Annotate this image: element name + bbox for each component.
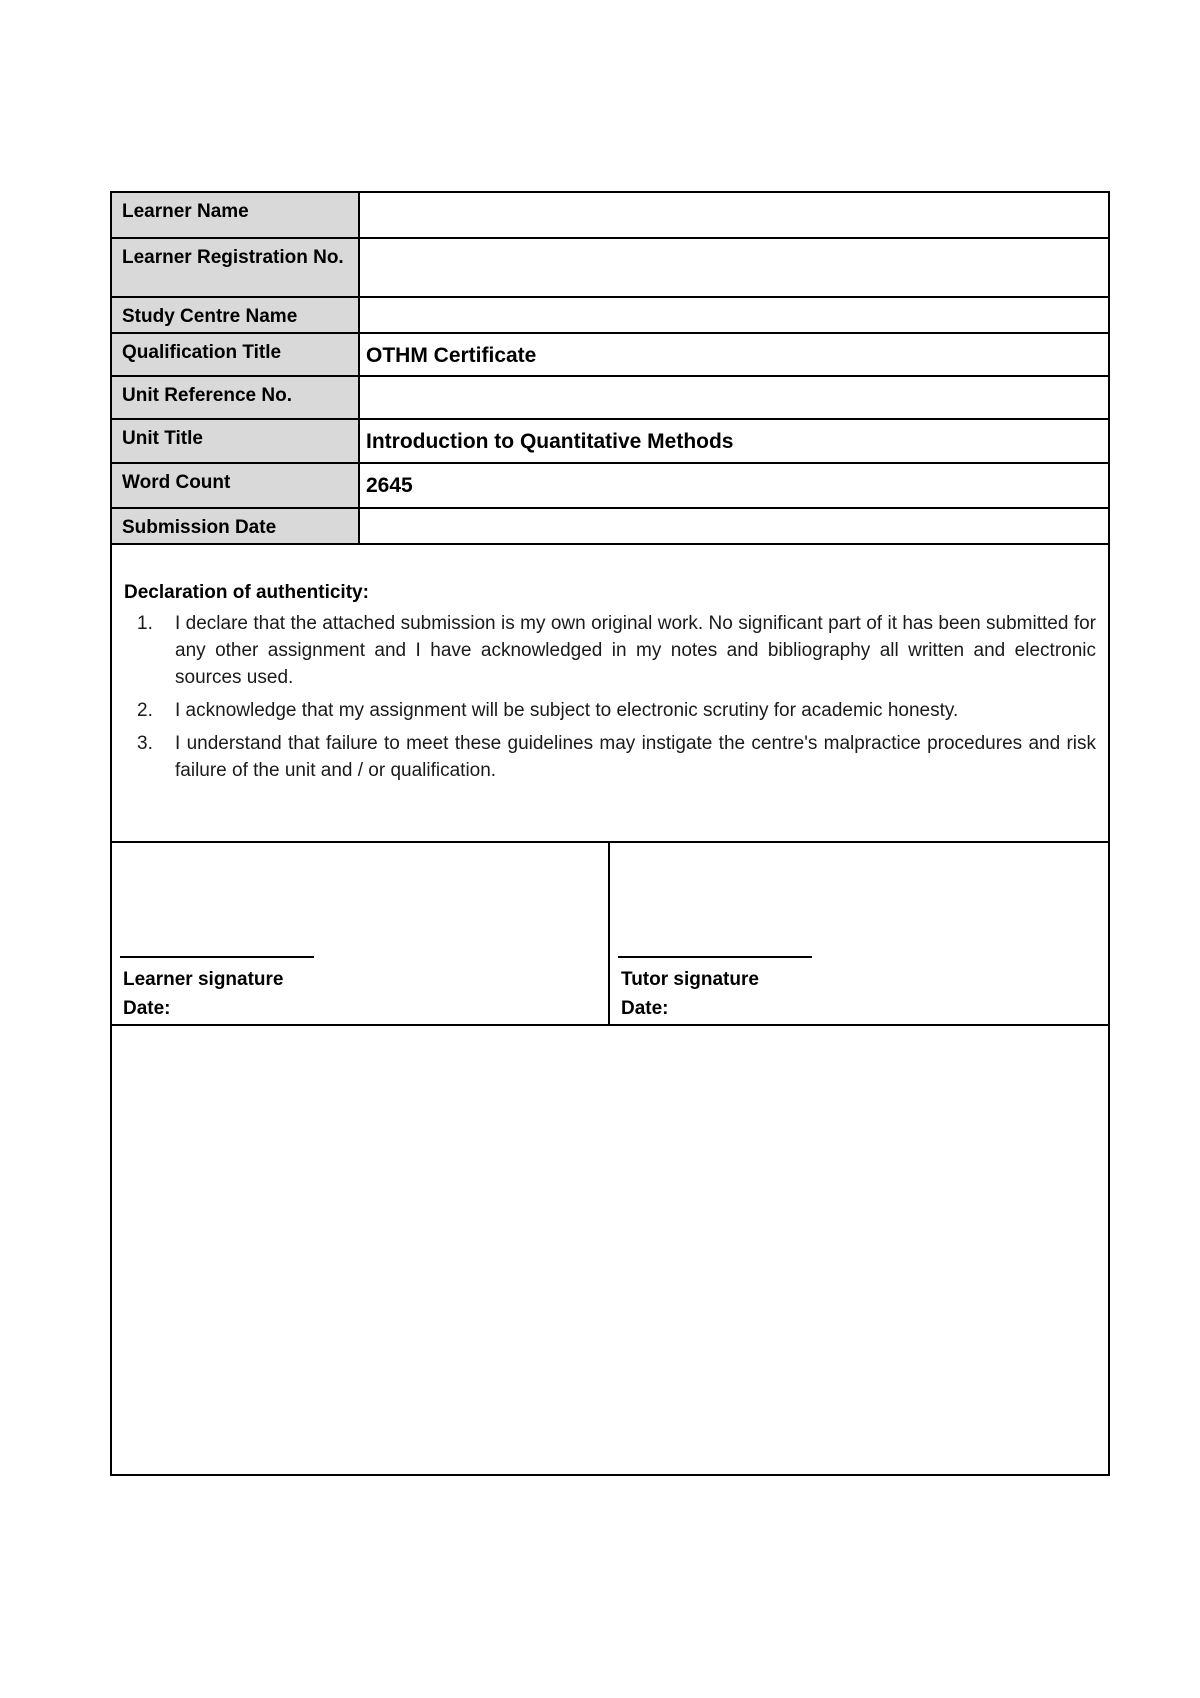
study-centre-label: Study Centre Name — [112, 297, 359, 333]
table-row — [112, 297, 1108, 333]
list-item-text: I declare that the attached submission is my own original work. No significant part of it has been submitted for any other assignment and I have acknowledged in my notes and bibliography all written and electronic sources used. — [175, 613, 1096, 688]
tutor-date-label: Date: — [621, 998, 669, 1019]
list-item-text: I acknowledge that my assignment will be subject to electronic scrutiny for academic honesty. — [175, 700, 959, 721]
declaration-list — [124, 610, 1096, 784]
cover-sheet-form — [110, 191, 1110, 1476]
list-item-number: 2. — [137, 700, 153, 721]
list-item — [124, 730, 1096, 784]
table-row — [112, 419, 1108, 463]
list-item — [124, 610, 1096, 691]
table-row — [112, 508, 1108, 544]
table-row — [112, 193, 1108, 238]
table-row — [112, 333, 1108, 376]
table-row — [112, 463, 1108, 508]
unit-reference-field[interactable] — [359, 376, 1108, 419]
registration-no-field[interactable] — [359, 238, 1108, 297]
list-item-text: I understand that failure to meet these guidelines may instigate the centre's malpractice procedures and risk failure of the unit and / or qualification. — [175, 733, 1096, 781]
word-count-field[interactable]: 2645 — [359, 463, 1108, 508]
list-item — [124, 697, 1096, 724]
study-centre-field[interactable] — [359, 297, 1108, 333]
unit-title-field[interactable]: Introduction to Quantitative Methods — [359, 419, 1108, 463]
learner-signature-box[interactable] — [112, 843, 610, 1024]
list-item-number: 1. — [137, 613, 153, 634]
learner-details-table — [112, 193, 1108, 545]
unit-reference-label: Unit Reference No. — [112, 376, 359, 419]
learner-name-field[interactable] — [359, 193, 1108, 238]
tutor-signature-box[interactable] — [610, 843, 1108, 1024]
submission-date-label: Submission Date — [112, 508, 359, 544]
tutor-signature-label: Tutor signature — [621, 969, 759, 990]
learner-name-label: Learner Name — [112, 193, 359, 238]
qualification-title-label: Qualification Title — [112, 333, 359, 376]
learner-signature-line — [120, 956, 314, 958]
learner-signature-label: Learner signature — [123, 969, 284, 990]
comments-area[interactable] — [112, 1026, 1108, 1474]
declaration-section — [112, 545, 1108, 843]
list-item-number: 3. — [137, 733, 153, 754]
tutor-signature-block — [621, 965, 759, 1023]
signature-row — [112, 843, 1108, 1026]
learner-date-label: Date: — [123, 998, 171, 1019]
learner-signature-block — [123, 965, 284, 1023]
qualification-title-field[interactable]: OTHM Certificate — [359, 333, 1108, 376]
registration-no-label: Learner Registration No. — [112, 238, 359, 297]
word-count-label: Word Count — [112, 463, 359, 508]
unit-title-label: Unit Title — [112, 419, 359, 463]
tutor-signature-line — [618, 956, 812, 958]
submission-date-field[interactable] — [359, 508, 1108, 544]
table-row — [112, 238, 1108, 297]
declaration-heading: Declaration of authenticity: — [124, 582, 369, 603]
table-row — [112, 376, 1108, 419]
